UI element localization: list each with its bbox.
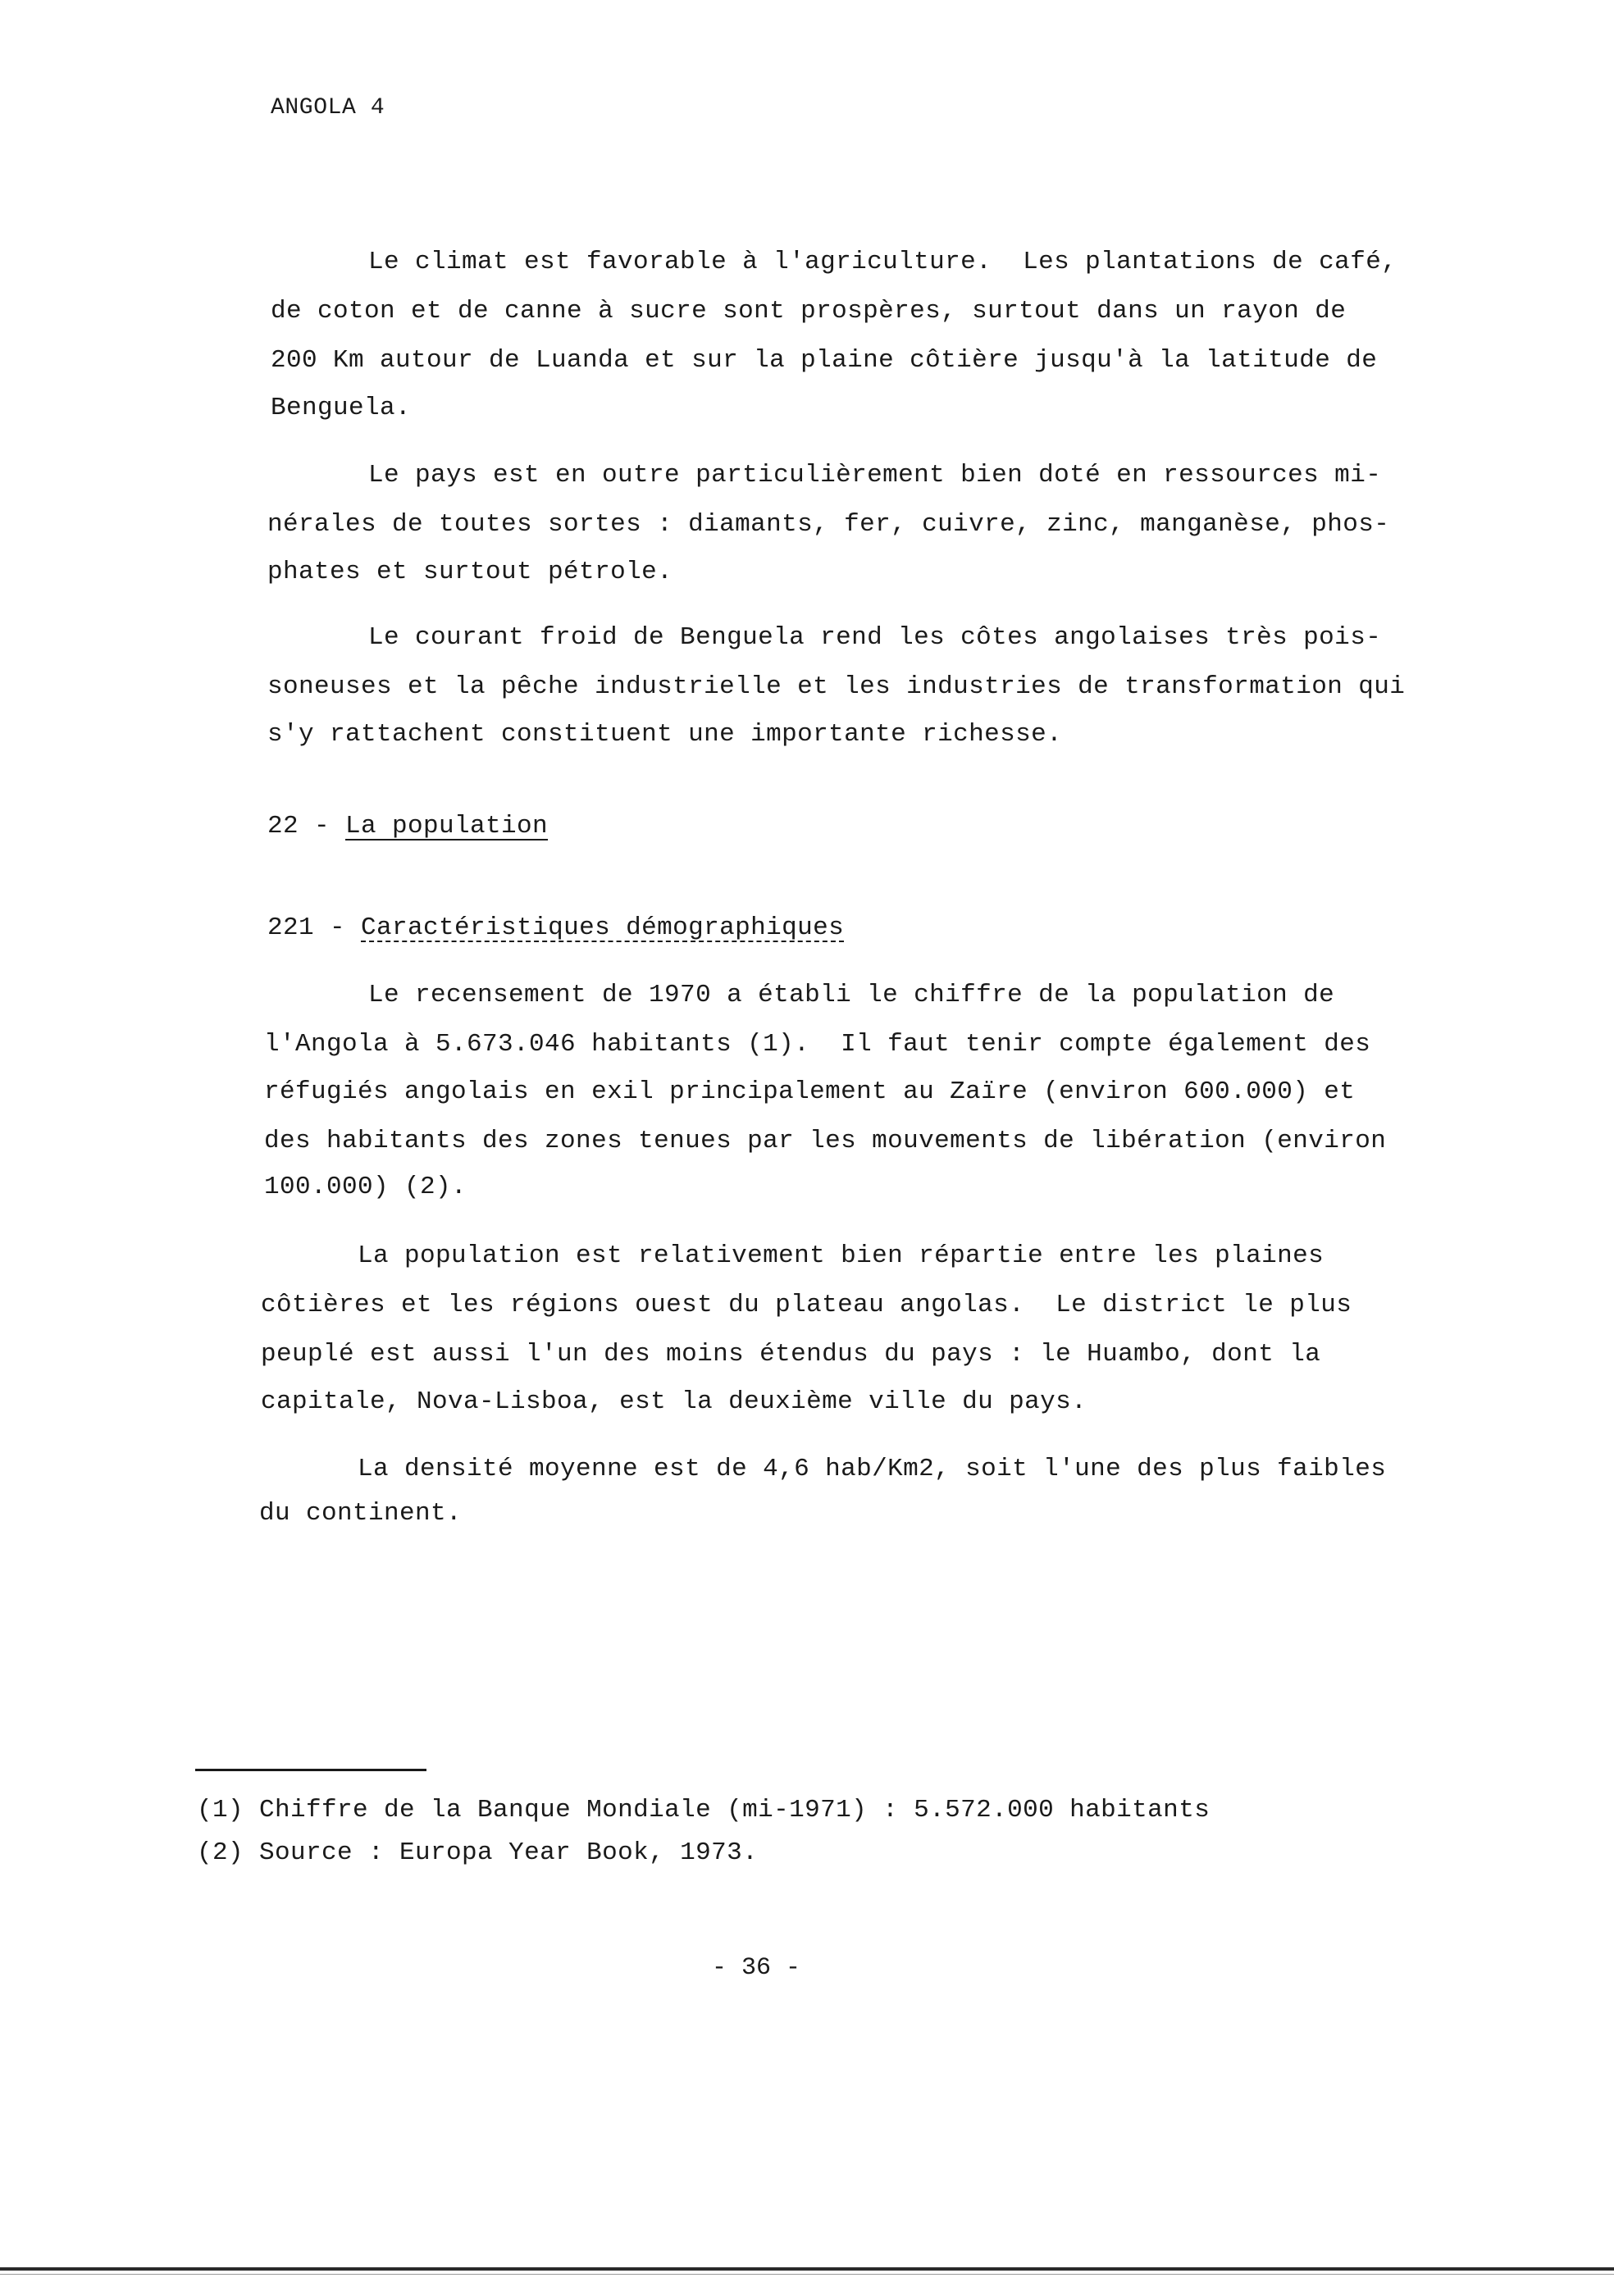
paragraph-line: Le courant froid de Benguela rend les côtes angolaises très pois- — [368, 623, 1382, 652]
section-heading-221 — [267, 912, 844, 945]
paragraph-line: réfugiés angolais en exil principalement au Zaïre (environ 600.000) et — [264, 1077, 1356, 1106]
section-number: 221 - — [267, 913, 362, 942]
paragraph-line: nérales de toutes sortes : diamants, fer, cuivre, zinc, manganèse, phos- — [267, 510, 1390, 539]
paragraph-line: côtières et les régions ouest du plateau angolas. Le district le plus — [261, 1291, 1352, 1319]
paragraph-line: La densité moyenne est de 4,6 hab/Km2, soit l'une des plus faibles — [358, 1455, 1387, 1483]
paragraph-line: Le climat est favorable à l'agriculture. Les plantations de café, — [368, 248, 1397, 276]
section-title: Caractéristiques démographiques — [361, 913, 845, 942]
page-number: - 36 - — [712, 1954, 801, 1982]
paragraph-line: Benguela. — [271, 394, 412, 422]
footnote-separator — [195, 1769, 426, 1771]
paragraph-line: capitale, Nova-Lisboa, est la deuxième ville du pays. — [261, 1387, 1087, 1416]
paragraph-line: phates et surtout pétrole. — [267, 558, 673, 586]
paragraph-line: s'y rattachent constituent une importante richesse. — [267, 720, 1063, 749]
paragraph-line: soneuses et la pêche industrielle et les industries de transformation qui — [267, 672, 1406, 701]
paragraph-line: du continent. — [259, 1499, 463, 1528]
paragraph-line: La population est relativement bien répartie entre les plaines — [358, 1241, 1324, 1270]
page-bottom-rule-faint — [0, 2274, 1614, 2275]
paragraph-line: Le pays est en outre particulièrement bien doté en ressources mi- — [368, 461, 1382, 490]
paragraph-line: 200 Km autour de Luanda et sur la plaine côtière jusqu'à la latitude de — [271, 346, 1378, 375]
section-title: La population — [345, 812, 549, 840]
paragraph-line: l'Angola à 5.673.046 habitants (1). Il faut tenir compte également des — [264, 1030, 1371, 1059]
paragraph-line: 100.000) (2). — [264, 1173, 467, 1201]
section-number: 22 - — [267, 812, 346, 840]
running-header: ANGOLA 4 — [271, 95, 385, 121]
paragraph-line: Le recensement de 1970 a établi le chiffre de la population de — [368, 981, 1335, 1009]
footnote-2: (2) Source : Europa Year Book, 1973. — [197, 1838, 759, 1867]
section-heading-22 — [267, 810, 548, 843]
footnote-1: (1) Chiffre de la Banque Mondiale (mi-1971) : 5.572.000 habitants — [197, 1796, 1210, 1824]
paragraph-line: de coton et de canne à sucre sont prospères, surtout dans un rayon de — [271, 297, 1347, 326]
page-bottom-rule — [0, 2267, 1614, 2271]
paragraph-line: des habitants des zones tenues par les mouvements de libération (environ — [264, 1127, 1387, 1155]
paragraph-line: peuplé est aussi l'un des moins étendus du pays : le Huambo, dont la — [261, 1340, 1321, 1369]
